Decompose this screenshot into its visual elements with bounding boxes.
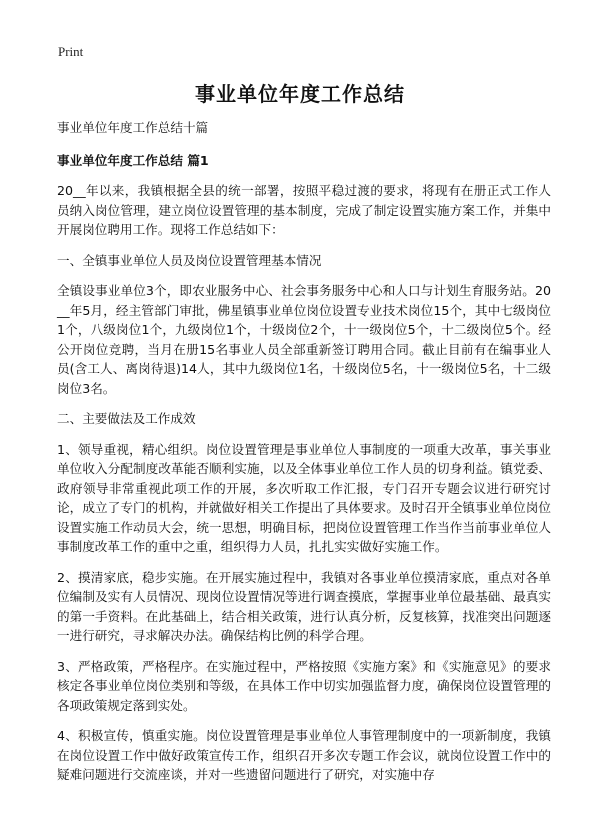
paragraph-point-2: 2、摸清家底，稳步实施。在开展实施过程中，我镇对各事业单位摸清家底，重点对各单位编制及实有人员情况、现岗位设置情况等进行调查摸底，掌握事业单位最基础、最真实的第一手资料。在此基础上，结合相关政策，进行认真分析，反复核算，找准突出问题逐一进行研究，寻求解决办法。确保结构比例的科学合理。	[57, 569, 551, 643]
paragraph-basic-situation: 全镇设事业单位3个，即农业服务中心、社会事务服务中心和人口与计划生育服务站。20__年5月，经主管部门审批，佛星镇事业单位岗位设置专业技术岗位15个，其中七级岗位1个，八级岗位1个，九级岗位1个，十级岗位2个，十一级岗位5个，十二级岗位5个。经公开岗位竞聘，当月在册15名事业人员全部重新签订聘用合同。截止目前有在编事业人员(含工人、离岗待退)14人，其中九级岗位1名，十级岗位5名，十一级岗位5名，十二级岗位3名。	[57, 283, 551, 396]
article-subtitle: 事业单位年度工作总结十篇	[57, 120, 209, 135]
article-body	[57, 118, 551, 796]
page-title: 事业单位年度工作总结	[195, 82, 405, 106]
paragraph-point-4: 4、积极宣传，慎重实施。岗位设置管理是事业单位人事管理制度中的一项新制度，我镇在岗位设置工作中做好政策宣传工作，组织召开多次专题工作会议，就岗位设置工作中的疑难问题进行交流座谈，并对一些遗留问题进行了研究，对实施中存	[57, 728, 551, 782]
article-heading: 事业单位年度工作总结 篇1	[57, 152, 209, 168]
paragraph-intro: 20__年以来，我镇根据全县的统一部署，按照平稳过渡的要求，将现有在册正式工作人员纳入岗位管理，建立岗位设置管理的基本制度，完成了制定设置实施方案工作，并集中开展岗位聘用工作。现将工作总结如下：	[57, 183, 551, 237]
section-heading-1: 一、全镇事业单位人员及岗位设置管理基本情况	[57, 252, 322, 268]
section-heading-2: 二、主要做法及工作成效	[57, 411, 196, 426]
paragraph-point-3: 3、严格政策，严格程序。在实施过程中，严格按照《实施方案》和《实施意见》的要求核定各事业单位岗位类别和等级，在具体工作中切实加强监督力度，确保岗位设置管理的各项政策规定落到实处。	[57, 658, 551, 713]
paragraph-point-1: 1、领导重视，精心组织。岗位设置管理是事业单位人事制度的一项重大改革，事关事业单位收入分配制度改革能否顺利实施，以及全体事业单位工作人员的切身利益。镇党委、政府领导非常重视此项工作的开展，多次听取工作汇报，专门召开专题会议进行研究讨论，成立了专门的机构，并就做好相关工作提出了具体要求。及时召开全镇事业单位岗位设置实施工作动员大会，统一思想，明确目标，把岗位设置管理工作当作当前事业单位人事制度改革工作的重中之重，组织得力人员，扎扎实实做好实施工作。	[57, 441, 551, 554]
print-link[interactable]: Print	[58, 44, 84, 59]
